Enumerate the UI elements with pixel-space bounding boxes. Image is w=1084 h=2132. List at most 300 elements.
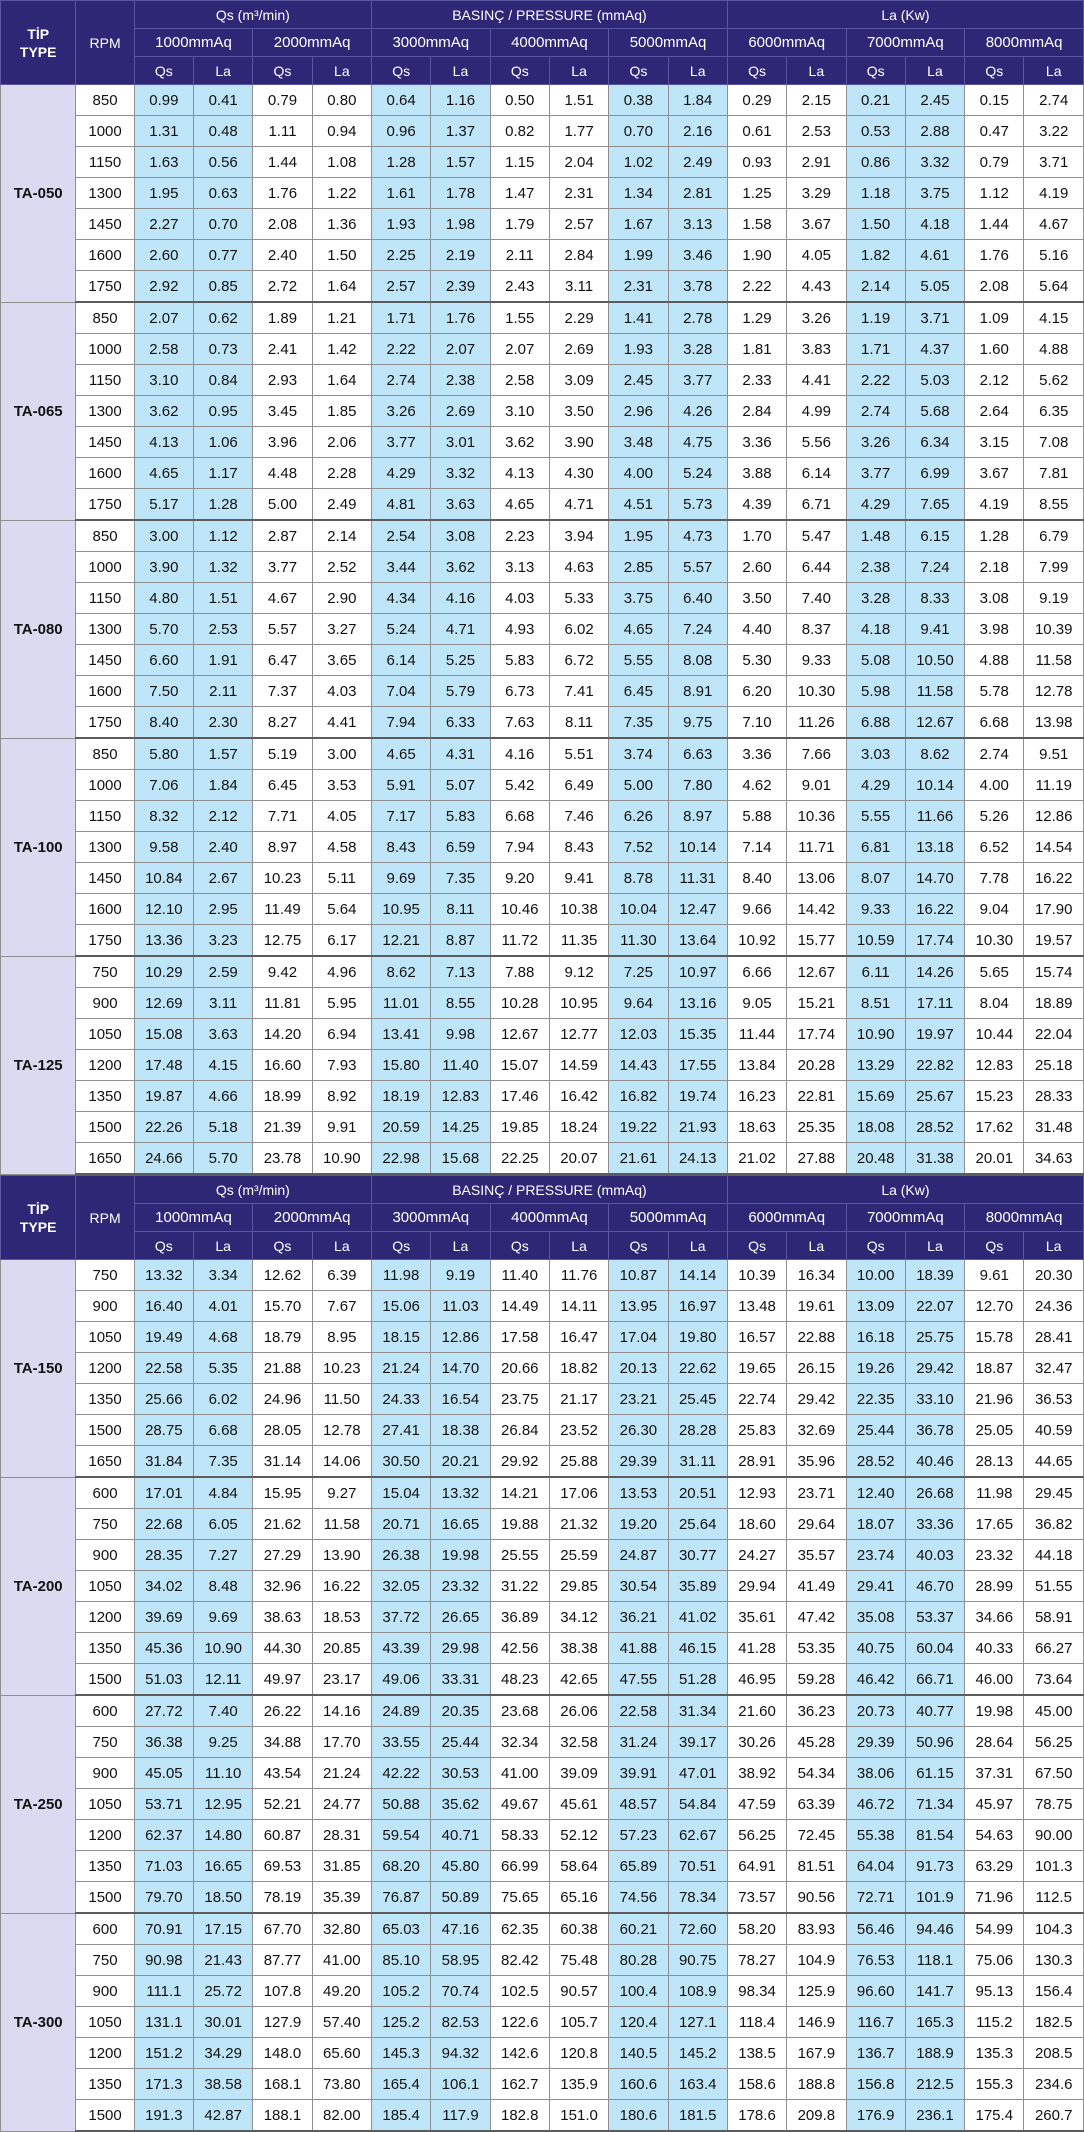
la-value-cell: 14.59 <box>549 1050 608 1081</box>
la-value-cell: 4.16 <box>431 583 490 614</box>
qs-value-cell: 4.80 <box>134 583 193 614</box>
la-value-cell: 10.36 <box>787 801 846 832</box>
qs-value-cell: 6.26 <box>609 801 668 832</box>
qs-value-cell: 25.66 <box>134 1384 193 1415</box>
la-value-cell: 6.99 <box>905 458 964 489</box>
qs-value-cell: 5.57 <box>253 614 312 645</box>
rpm-header: RPM <box>76 1176 134 1260</box>
qs-value-cell: 1.12 <box>965 178 1024 209</box>
qs-value-cell: 96.60 <box>846 1976 905 2007</box>
qs-value-cell: 47.59 <box>727 1789 786 1820</box>
qs-value-cell: 2.18 <box>965 552 1024 583</box>
la-value-cell: 71.34 <box>905 1789 964 1820</box>
la-value-cell: 105.7 <box>549 2007 608 2038</box>
la-value-cell: 7.65 <box>905 489 964 521</box>
la-value-cell: 12.95 <box>194 1789 253 1820</box>
qs-value-cell: 17.65 <box>965 1509 1024 1540</box>
qs-value-cell: 20.73 <box>846 1695 905 1727</box>
rpm-cell: 900 <box>76 1291 134 1322</box>
la-value-cell: 3.71 <box>1024 147 1084 178</box>
qs-value-cell: 2.45 <box>609 365 668 396</box>
la-value-cell: 20.35 <box>431 1695 490 1727</box>
la-value-cell: 165.3 <box>905 2007 964 2038</box>
qs-value-cell: 38.63 <box>253 1602 312 1633</box>
la-value-cell: 7.93 <box>312 1050 371 1081</box>
la-value-cell: 2.88 <box>905 116 964 147</box>
qs-value-cell: 4.00 <box>965 770 1024 801</box>
qs-value-cell: 4.34 <box>371 583 430 614</box>
la-value-cell: 3.27 <box>312 614 371 645</box>
la-value-cell: 32.80 <box>312 1913 371 1945</box>
rpm-cell: 600 <box>76 1695 134 1727</box>
qs-value-cell: 12.10 <box>134 894 193 925</box>
table-row <box>1 85 1084 116</box>
qs-value-cell: 7.06 <box>134 770 193 801</box>
qs-value-cell: 1.09 <box>965 302 1024 334</box>
qs-value-cell: 10.29 <box>134 956 193 988</box>
qs-value-cell: 41.00 <box>490 1758 549 1789</box>
rpm-cell: 1050 <box>76 1322 134 1353</box>
la-value-cell: 9.91 <box>312 1112 371 1143</box>
qs-value-cell: 23.21 <box>609 1384 668 1415</box>
qs-value-cell: 107.8 <box>253 1976 312 2007</box>
pressure-level-header: 2000mmAq <box>253 1204 372 1232</box>
table-header <box>1 1176 1084 1260</box>
qs-value-cell: 3.96 <box>253 427 312 458</box>
qs-value-cell: 10.59 <box>846 925 905 957</box>
qs-value-cell: 1.31 <box>134 116 193 147</box>
qs-value-cell: 9.05 <box>727 988 786 1019</box>
qs-value-cell: 2.08 <box>253 209 312 240</box>
qs-value-cell: 10.46 <box>490 894 549 925</box>
la-value-cell: 4.41 <box>312 707 371 739</box>
la-value-cell: 3.46 <box>668 240 727 271</box>
la-subheader: La <box>1024 57 1084 85</box>
la-value-cell: 58.91 <box>1024 1602 1084 1633</box>
la-value-cell: 30.01 <box>194 2007 253 2038</box>
qs-value-cell: 31.84 <box>134 1446 193 1478</box>
la-value-cell: 28.31 <box>312 1820 371 1851</box>
qs-value-cell: 5.00 <box>609 770 668 801</box>
qs-value-cell: 9.66 <box>727 894 786 925</box>
qs-subheader: Qs <box>727 1232 786 1260</box>
qs-value-cell: 49.06 <box>371 1664 430 1696</box>
qs-value-cell: 4.00 <box>609 458 668 489</box>
qs-value-cell: 3.75 <box>609 583 668 614</box>
la-value-cell: 2.06 <box>312 427 371 458</box>
la-value-cell: 13.16 <box>668 988 727 1019</box>
la-value-cell: 11.26 <box>787 707 846 739</box>
la-value-cell: 35.96 <box>787 1446 846 1478</box>
qs-value-cell: 4.40 <box>727 614 786 645</box>
la-value-cell: 65.16 <box>549 1882 608 1914</box>
la-value-cell: 35.39 <box>312 1882 371 1914</box>
la-value-cell: 26.65 <box>431 1602 490 1633</box>
qs-value-cell: 1.28 <box>965 520 1024 552</box>
la-value-cell: 1.91 <box>194 645 253 676</box>
qs-value-cell: 1.76 <box>965 240 1024 271</box>
qs-value-cell: 16.57 <box>727 1322 786 1353</box>
la-value-cell: 3.11 <box>194 988 253 1019</box>
qs-value-cell: 24.27 <box>727 1540 786 1571</box>
qs-value-cell: 4.39 <box>727 489 786 521</box>
la-value-cell: 4.99 <box>787 396 846 427</box>
qs-value-cell: 60.87 <box>253 1820 312 1851</box>
qs-value-cell: 3.62 <box>134 396 193 427</box>
qs-value-cell: 6.73 <box>490 676 549 707</box>
qs-value-cell: 11.72 <box>490 925 549 957</box>
table-row <box>1 1913 1084 1945</box>
qs-value-cell: 122.6 <box>490 2007 549 2038</box>
qs-value-cell: 78.19 <box>253 1882 312 1914</box>
qs-value-cell: 46.95 <box>727 1664 786 1696</box>
fan-type-cell: TA-250 <box>1 1695 76 1913</box>
table-row <box>1 1882 1084 1914</box>
qs-value-cell: 28.05 <box>253 1415 312 1446</box>
qs-value-cell: 4.16 <box>490 738 549 770</box>
la-value-cell: 26.06 <box>549 1695 608 1727</box>
la-value-cell: 5.51 <box>549 738 608 770</box>
qs-value-cell: 182.8 <box>490 2100 549 2132</box>
la-subheader: La <box>194 57 253 85</box>
la-value-cell: 11.58 <box>1024 645 1084 676</box>
la-value-cell: 2.49 <box>312 489 371 521</box>
qs-value-cell: 4.29 <box>846 770 905 801</box>
qs-value-cell: 3.26 <box>371 396 430 427</box>
la-value-cell: 20.51 <box>668 1477 727 1509</box>
qs-value-cell: 20.59 <box>371 1112 430 1143</box>
qs-value-cell: 37.31 <box>965 1758 1024 1789</box>
table-row <box>1 1260 1084 1291</box>
la-value-cell: 6.94 <box>312 1019 371 1050</box>
fan-type-cell: TA-125 <box>1 956 76 1174</box>
la-subheader: La <box>905 1232 964 1260</box>
qs-value-cell: 25.83 <box>727 1415 786 1446</box>
table-row <box>1 1322 1084 1353</box>
la-subheader: La <box>549 57 608 85</box>
la-value-cell: 1.32 <box>194 552 253 583</box>
table-row <box>1 396 1084 427</box>
la-value-cell: 181.5 <box>668 2100 727 2132</box>
qs-value-cell: 82.42 <box>490 1945 549 1976</box>
la-value-cell: 11.76 <box>549 1260 608 1291</box>
la-subheader: La <box>787 1232 846 1260</box>
la-value-cell: 0.56 <box>194 147 253 178</box>
qs-value-cell: 7.25 <box>609 956 668 988</box>
qs-value-cell: 6.52 <box>965 832 1024 863</box>
la-value-cell: 4.37 <box>905 334 964 365</box>
qs-value-cell: 65.03 <box>371 1913 430 1945</box>
pressure-header: BASINÇ / PRESSURE (mmAq) <box>371 1176 727 1204</box>
la-value-cell: 3.29 <box>787 178 846 209</box>
qs-value-cell: 7.78 <box>965 863 1024 894</box>
pressure-level-header: 1000mmAq <box>134 29 253 57</box>
la-value-cell: 2.49 <box>668 147 727 178</box>
qs-value-cell: 4.29 <box>846 489 905 521</box>
qs-value-cell: 5.55 <box>846 801 905 832</box>
la-value-cell: 17.15 <box>194 1913 253 1945</box>
type-header-tr: TİP <box>27 1200 50 1217</box>
qs-value-cell: 2.92 <box>134 271 193 303</box>
la-value-cell: 8.95 <box>312 1322 371 1353</box>
qs-value-cell: 2.74 <box>371 365 430 396</box>
qs-value-cell: 116.7 <box>846 2007 905 2038</box>
la-value-cell: 8.97 <box>668 801 727 832</box>
qs-value-cell: 1.61 <box>371 178 430 209</box>
qs-value-cell: 4.81 <box>371 489 430 521</box>
table-row <box>1 334 1084 365</box>
qs-value-cell: 180.6 <box>609 2100 668 2132</box>
la-value-cell: 36.82 <box>1024 1509 1084 1540</box>
qs-value-cell: 3.90 <box>134 552 193 583</box>
la-value-cell: 19.74 <box>668 1081 727 1112</box>
type-header-en: TYPE <box>19 1218 57 1235</box>
la-value-cell: 16.22 <box>905 894 964 925</box>
la-subheader: La <box>668 57 727 85</box>
la-value-cell: 8.11 <box>549 707 608 739</box>
la-value-cell: 118.1 <box>905 1945 964 1976</box>
qs-value-cell: 125.2 <box>371 2007 430 2038</box>
rpm-cell: 750 <box>76 1509 134 1540</box>
la-value-cell: 3.63 <box>194 1019 253 1050</box>
rpm-cell: 750 <box>76 956 134 988</box>
la-value-cell: 2.52 <box>312 552 371 583</box>
qs-value-cell: 1.02 <box>609 147 668 178</box>
la-value-cell: 26.68 <box>905 1477 964 1509</box>
qs-value-cell: 26.22 <box>253 1695 312 1727</box>
la-value-cell: 6.02 <box>549 614 608 645</box>
la-value-cell: 14.70 <box>905 863 964 894</box>
qs-value-cell: 51.03 <box>134 1664 193 1696</box>
la-value-cell: 2.07 <box>431 334 490 365</box>
la-value-cell: 13.32 <box>431 1477 490 1509</box>
la-value-cell: 20.21 <box>431 1446 490 1478</box>
qs-value-cell: 22.35 <box>846 1384 905 1415</box>
rpm-cell: 1200 <box>76 1820 134 1851</box>
qs-value-cell: 100.4 <box>609 1976 668 2007</box>
la-value-cell: 2.12 <box>194 801 253 832</box>
qs-value-cell: 18.15 <box>371 1322 430 1353</box>
qs-value-cell: 23.78 <box>253 1143 312 1175</box>
la-value-cell: 1.42 <box>312 334 371 365</box>
qs-value-cell: 19.87 <box>134 1081 193 1112</box>
qs-value-cell: 40.33 <box>965 1633 1024 1664</box>
rpm-cell: 1200 <box>76 1050 134 1081</box>
la-value-cell: 2.67 <box>194 863 253 894</box>
qs-subheader: Qs <box>727 57 786 85</box>
la-value-cell: 6.05 <box>194 1509 253 1540</box>
la-value-cell: 23.32 <box>431 1571 490 1602</box>
table-row <box>1 1571 1084 1602</box>
la-value-cell: 130.3 <box>1024 1945 1084 1976</box>
la-value-cell: 50.96 <box>905 1727 964 1758</box>
qs-value-cell: 4.67 <box>253 583 312 614</box>
qs-value-cell: 1.48 <box>846 520 905 552</box>
qs-unit-header: Qs (m³/min) <box>134 1 371 29</box>
qs-value-cell: 4.48 <box>253 458 312 489</box>
qs-value-cell: 10.04 <box>609 894 668 925</box>
la-value-cell: 3.53 <box>312 770 371 801</box>
la-value-cell: 9.69 <box>194 1602 253 1633</box>
la-value-cell: 14.06 <box>312 1446 371 1478</box>
la-value-cell: 3.94 <box>549 520 608 552</box>
table-row <box>1 2038 1084 2069</box>
la-value-cell: 0.48 <box>194 116 253 147</box>
qs-value-cell: 29.94 <box>727 1571 786 1602</box>
qs-value-cell: 79.70 <box>134 1882 193 1914</box>
la-value-cell: 5.25 <box>431 645 490 676</box>
la-value-cell: 16.22 <box>1024 863 1084 894</box>
qs-value-cell: 76.87 <box>371 1882 430 1914</box>
qs-value-cell: 73.57 <box>727 1882 786 1914</box>
qs-value-cell: 71.03 <box>134 1851 193 1882</box>
la-value-cell: 29.85 <box>549 1571 608 1602</box>
la-value-cell: 0.63 <box>194 178 253 209</box>
qs-subheader: Qs <box>846 1232 905 1260</box>
rpm-cell: 850 <box>76 85 134 116</box>
qs-value-cell: 3.74 <box>609 738 668 770</box>
qs-value-cell: 0.93 <box>727 147 786 178</box>
la-value-cell: 18.39 <box>905 1260 964 1291</box>
pressure-level-header: 7000mmAq <box>846 29 965 57</box>
la-value-cell: 135.9 <box>549 2069 608 2100</box>
rpm-cell: 1750 <box>76 489 134 521</box>
qs-value-cell: 29.39 <box>846 1727 905 1758</box>
qs-value-cell: 62.35 <box>490 1913 549 1945</box>
table-row <box>1 738 1084 770</box>
qs-value-cell: 16.23 <box>727 1081 786 1112</box>
la-value-cell: 31.85 <box>312 1851 371 1882</box>
la-value-cell: 2.39 <box>431 271 490 303</box>
qs-value-cell: 5.55 <box>609 645 668 676</box>
la-value-cell: 29.98 <box>431 1633 490 1664</box>
la-value-cell: 17.90 <box>1024 894 1084 925</box>
rpm-cell: 1000 <box>76 770 134 801</box>
qs-value-cell: 8.62 <box>371 956 430 988</box>
qs-value-cell: 127.9 <box>253 2007 312 2038</box>
la-value-cell: 53.37 <box>905 1602 964 1633</box>
qs-value-cell: 6.45 <box>253 770 312 801</box>
qs-value-cell: 5.19 <box>253 738 312 770</box>
la-value-cell: 6.40 <box>668 583 727 614</box>
la-value-cell: 4.96 <box>312 956 371 988</box>
rpm-cell: 1300 <box>76 614 134 645</box>
qs-value-cell: 22.58 <box>134 1353 193 1384</box>
pressure-level-header: 4000mmAq <box>490 1204 609 1232</box>
qs-value-cell: 1.19 <box>846 302 905 334</box>
rpm-cell: 1450 <box>76 863 134 894</box>
qs-value-cell: 17.01 <box>134 1477 193 1509</box>
la-value-cell: 2.78 <box>668 302 727 334</box>
qs-value-cell: 78.27 <box>727 1945 786 1976</box>
table-header <box>1 1 1084 85</box>
qs-value-cell: 158.6 <box>727 2069 786 2100</box>
performance-table <box>0 1175 1084 2132</box>
qs-value-cell: 13.84 <box>727 1050 786 1081</box>
qs-value-cell: 12.93 <box>727 1477 786 1509</box>
qs-value-cell: 1.76 <box>253 178 312 209</box>
la-value-cell: 75.48 <box>549 1945 608 1976</box>
qs-value-cell: 26.30 <box>609 1415 668 1446</box>
rpm-cell: 1600 <box>76 240 134 271</box>
qs-value-cell: 15.80 <box>371 1050 430 1081</box>
qs-value-cell: 2.14 <box>846 271 905 303</box>
qs-value-cell: 13.32 <box>134 1260 193 1291</box>
pressure-level-header: 5000mmAq <box>609 29 728 57</box>
la-subheader: La <box>549 1232 608 1260</box>
rpm-cell: 1750 <box>76 271 134 303</box>
la-value-cell: 24.36 <box>1024 1291 1084 1322</box>
la-value-cell: 1.64 <box>312 271 371 303</box>
qs-value-cell: 13.29 <box>846 1050 905 1081</box>
qs-value-cell: 148.0 <box>253 2038 312 2069</box>
table-row <box>1 645 1084 676</box>
table-row <box>1 178 1084 209</box>
qs-value-cell: 2.64 <box>965 396 1024 427</box>
qs-value-cell: 3.45 <box>253 396 312 427</box>
qs-value-cell: 15.06 <box>371 1291 430 1322</box>
la-value-cell: 25.67 <box>905 1081 964 1112</box>
qs-value-cell: 4.62 <box>727 770 786 801</box>
rpm-cell: 1300 <box>76 178 134 209</box>
qs-value-cell: 65.89 <box>609 1851 668 1882</box>
la-value-cell: 8.08 <box>668 645 727 676</box>
qs-value-cell: 1.95 <box>134 178 193 209</box>
la-value-cell: 1.17 <box>194 458 253 489</box>
la-value-cell: 25.35 <box>787 1112 846 1143</box>
la-value-cell: 3.22 <box>1024 116 1084 147</box>
rpm-cell: 1600 <box>76 676 134 707</box>
la-value-cell: 12.77 <box>549 1019 608 1050</box>
la-value-cell: 4.71 <box>549 489 608 521</box>
la-value-cell: 3.01 <box>431 427 490 458</box>
qs-value-cell: 44.30 <box>253 1633 312 1664</box>
qs-value-cell: 14.49 <box>490 1291 549 1322</box>
la-value-cell: 19.61 <box>787 1291 846 1322</box>
qs-value-cell: 2.07 <box>134 302 193 334</box>
la-value-cell: 14.11 <box>549 1291 608 1322</box>
qs-subheader: Qs <box>134 1232 193 1260</box>
qs-value-cell: 55.38 <box>846 1820 905 1851</box>
qs-value-cell: 3.26 <box>846 427 905 458</box>
la-value-cell: 10.23 <box>312 1353 371 1384</box>
qs-value-cell: 2.96 <box>609 396 668 427</box>
la-value-cell: 65.60 <box>312 2038 371 2069</box>
la-value-cell: 6.79 <box>1024 520 1084 552</box>
la-value-cell: 41.49 <box>787 1571 846 1602</box>
la-value-cell: 19.80 <box>668 1322 727 1353</box>
qs-value-cell: 111.1 <box>134 1976 193 2007</box>
la-value-cell: 6.39 <box>312 1260 371 1291</box>
la-value-cell: 108.9 <box>668 1976 727 2007</box>
la-value-cell: 8.55 <box>431 988 490 1019</box>
la-value-cell: 59.28 <box>787 1664 846 1696</box>
fan-type-cell: TA-065 <box>1 302 76 520</box>
la-value-cell: 12.67 <box>787 956 846 988</box>
qs-value-cell: 6.68 <box>490 801 549 832</box>
la-value-cell: 53.35 <box>787 1633 846 1664</box>
la-value-cell: 11.10 <box>194 1758 253 1789</box>
la-value-cell: 61.15 <box>905 1758 964 1789</box>
table-row <box>1 894 1084 925</box>
la-value-cell: 3.83 <box>787 334 846 365</box>
la-value-cell: 33.10 <box>905 1384 964 1415</box>
qs-value-cell: 41.88 <box>609 1633 668 1664</box>
qs-value-cell: 17.04 <box>609 1322 668 1353</box>
la-value-cell: 16.42 <box>549 1081 608 1112</box>
la-value-cell: 30.53 <box>431 1758 490 1789</box>
la-value-cell: 14.25 <box>431 1112 490 1143</box>
